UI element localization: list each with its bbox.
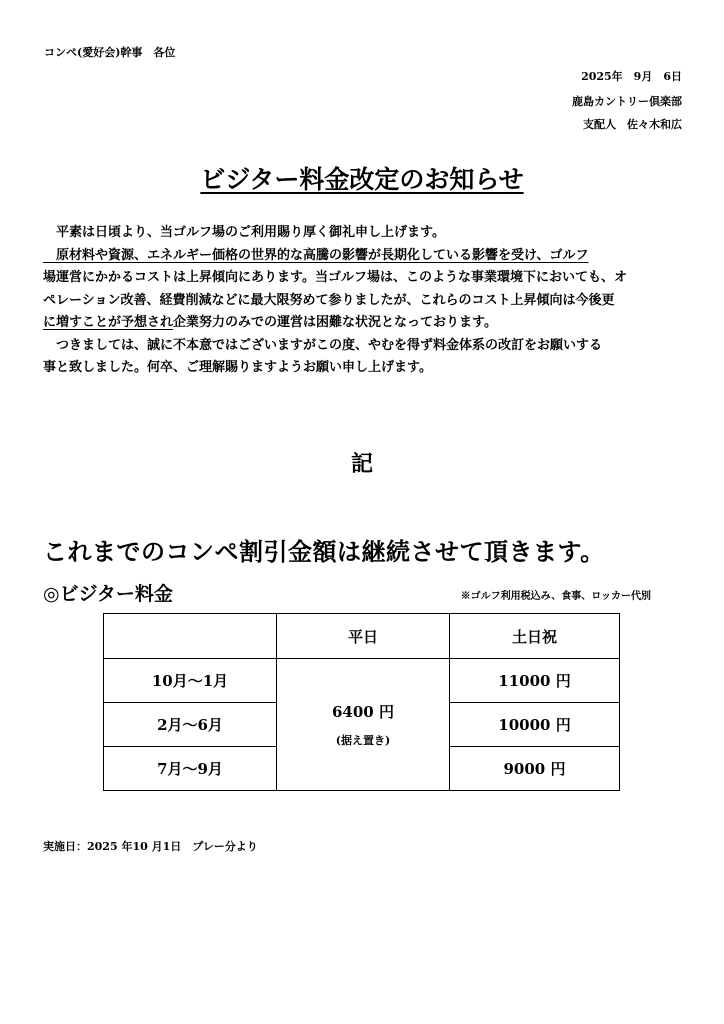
body-line-underlined: に増すことが予想され (43, 315, 174, 330)
table-row (104, 659, 620, 703)
body-line: ペレーション改善、経費削減などに最大限努めて参りましたが、これらのコスト上昇傾向は今後更 (43, 292, 615, 308)
fee-note: ※ゴルフ利用税込み、食事、ロッカー代別 (460, 591, 651, 602)
period-cell: 7月～9月 (104, 747, 277, 791)
body-paragraph (43, 222, 683, 380)
notice-date: 2025年 9月 6日 (581, 70, 682, 83)
ki-heading: 記 (350, 451, 373, 477)
holiday-price-cell: 11000 円 (450, 659, 620, 703)
weekday-price-cell (277, 659, 450, 791)
weekday-price: 6400 円 (332, 703, 394, 721)
table-header-row (104, 614, 620, 659)
manager-name: 支配人 佐々木和広 (583, 118, 682, 131)
visitor-fee-heading: ◎ビジター料金 (43, 583, 173, 605)
body-line: 場運営にかかるコストは上昇傾向にあります。当ゴルフ場は、このような事業環境下においても、オ (43, 270, 627, 285)
body-line: 原材料や資源、エネルギー価格の世界的な高騰の影響が長期化している影響を受け、ゴルフ (43, 247, 589, 263)
body-line (43, 312, 683, 335)
weekday-note: (据え置き) (335, 734, 391, 747)
addressee: コンペ(愛好会)幹事 各位 (44, 46, 176, 59)
club-name: 鹿島カントリー倶楽部 (572, 95, 682, 108)
period-cell: 10月～1月 (104, 659, 277, 703)
table-header-holiday: 土日祝 (450, 614, 620, 659)
holiday-price-cell: 9000 円 (450, 747, 620, 791)
document-title-text: ビジター料金改定のお知らせ (200, 165, 524, 194)
period-cell: 2月～6月 (104, 703, 277, 747)
body-line: つきましては、誠に不本意ではございますがこの度、やむを得ず料金体系の改訂をお願いする (43, 337, 603, 353)
document-title (0, 160, 724, 196)
table-header-empty (104, 614, 277, 659)
lead-statement: これまでのコンペ割引金額は継続させて頂きます。 (43, 537, 605, 566)
holiday-price-cell: 10000 円 (450, 703, 620, 747)
price-table (103, 613, 620, 791)
body-line-rest: 企業努力のみでの運営は困難な状況となっております。 (173, 315, 497, 330)
implementation-date: 実施日：2025 年10 月1日 プレー分より (43, 840, 258, 853)
body-line: 事と致しました。何卒、ご理解賜りますようお願い申し上げます。 (43, 360, 432, 375)
body-line: 平素は日頃より、当ゴルフ場のご利用賜り厚く御礼申し上げます。 (43, 225, 445, 240)
table-header-weekday: 平日 (277, 614, 450, 659)
